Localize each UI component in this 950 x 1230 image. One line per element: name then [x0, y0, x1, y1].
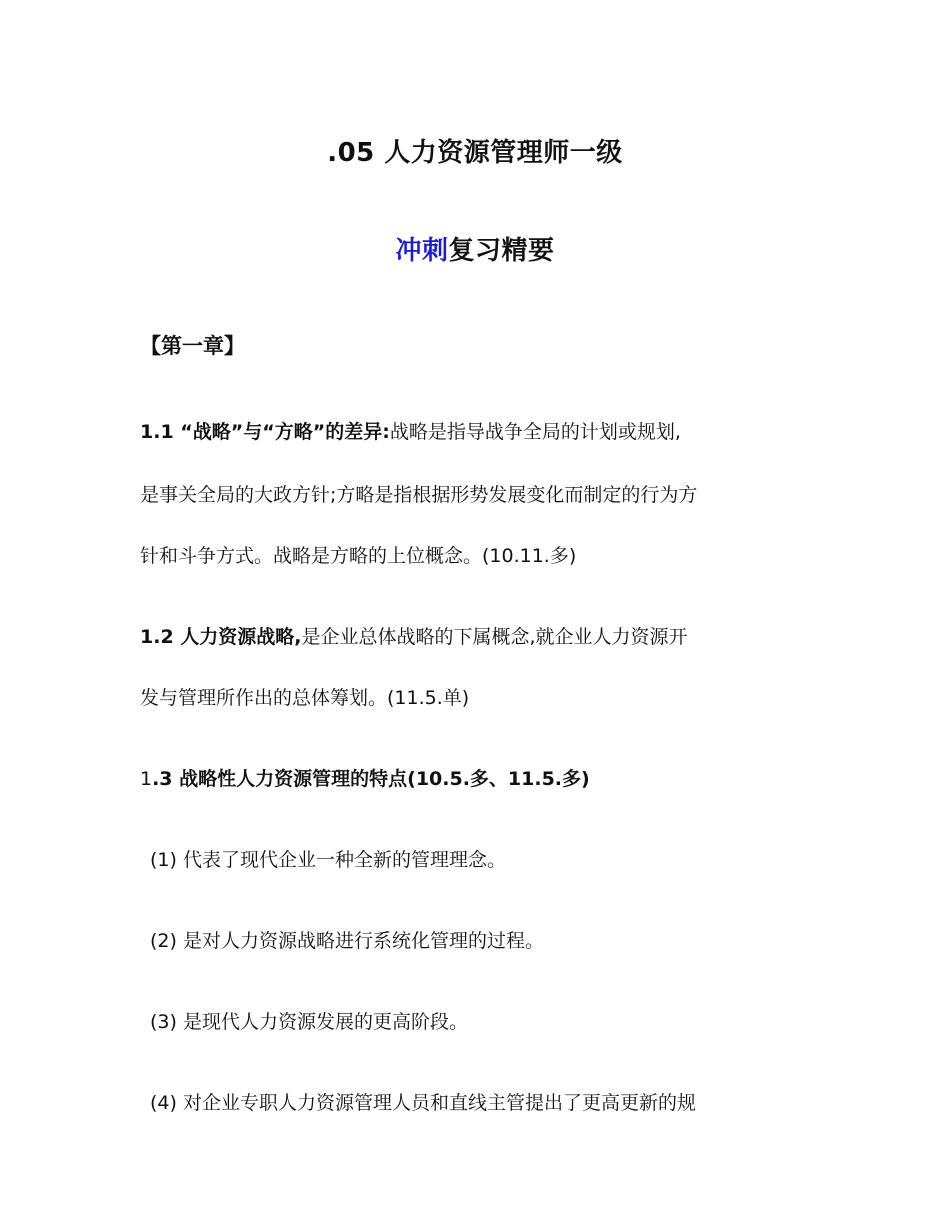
list-item: (4) 对企业专职人力资源管理人员和直线主管提出了更高更新的规 [150, 1092, 696, 1114]
list-item: (1) 代表了现代企业一种全新的管理理念。 [150, 849, 506, 871]
list-item: (3) 是现代人力资源发展的更高阶段。 [150, 1011, 468, 1033]
document-subtitle [0, 230, 950, 267]
subtitle-accent-text: 冲刺 [395, 236, 449, 266]
section-1-1-line-1 [140, 419, 810, 445]
section-1-3-title: .3 战略性人力资源管理的特点(10.5.多、11.5.多) [152, 768, 590, 790]
section-1-2-text: 是企业总体战略的下属概念,就企业人力资源开 [301, 626, 688, 648]
section-1-2-line-1 [140, 624, 810, 650]
section-1-2-line-2: 发与管理所作出的总体筹划。(11.5.单) [140, 687, 470, 709]
list-item: (2) 是对人力资源战略进行系统化管理的过程。 [150, 930, 544, 952]
section-1-1-text: 战略是指导战争全局的计划或规划, [389, 421, 681, 443]
subtitle-text: 复习精要 [448, 236, 555, 266]
section-1-1-heading: 1.1 “战略”与“方略”的差异: [140, 421, 390, 443]
section-1-2-heading: 1.2 人力资源战略, [140, 626, 302, 648]
section-1-3-heading [140, 766, 810, 792]
chapter-heading: 【第一章】 [140, 334, 245, 358]
section-1-1-line-2: 是事关全局的大政方针;方略是指根据形势发展变化而制定的行为方 [140, 484, 698, 506]
section-1-3-prefix: 1 [140, 768, 153, 790]
title-text: .05 人力资源管理师一级 [327, 138, 623, 168]
document-title [0, 132, 950, 169]
section-1-1-line-3: 针和斗争方式。战略是方略的上位概念。(10.11.多) [140, 545, 577, 567]
